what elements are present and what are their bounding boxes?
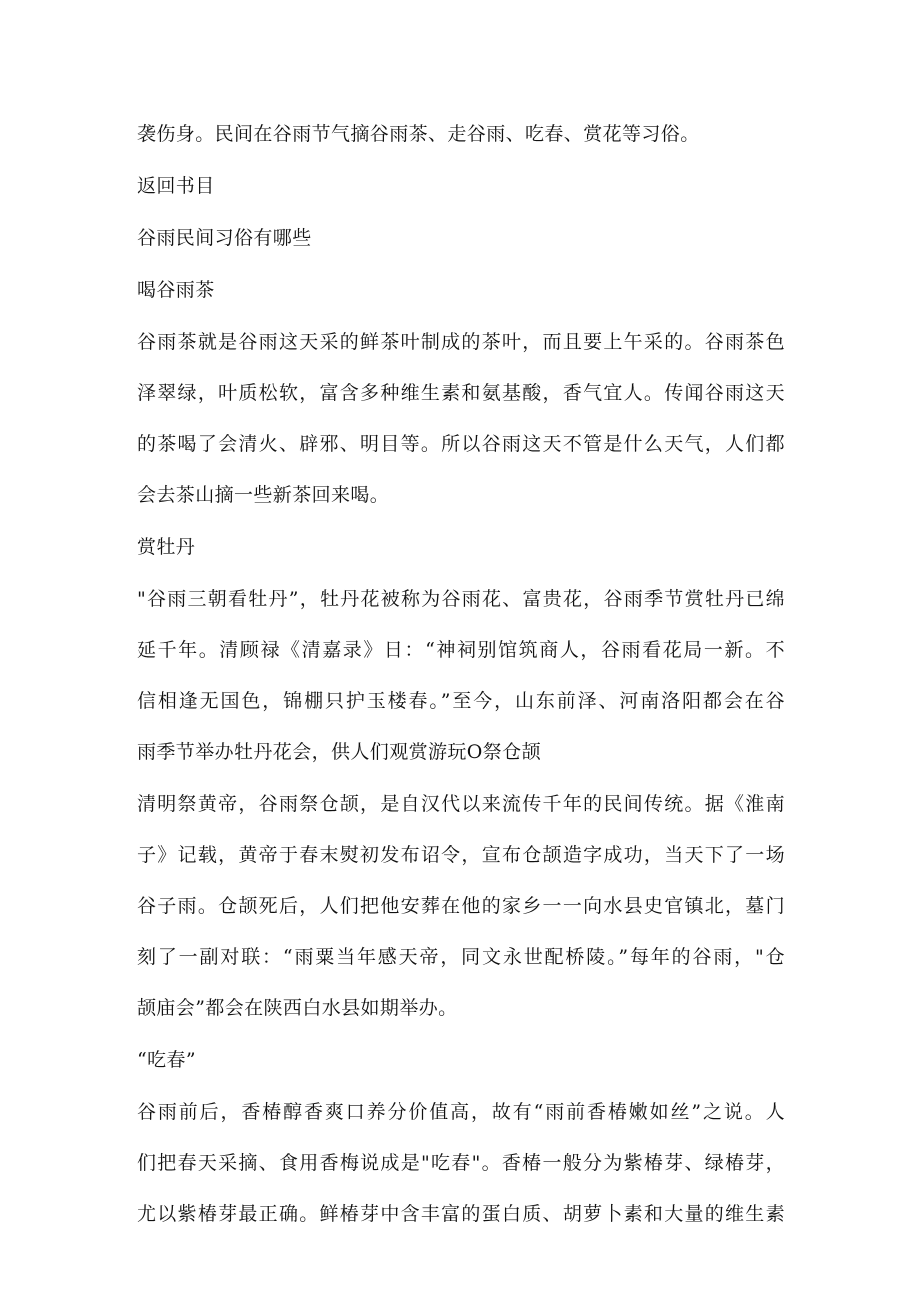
intro-line: 袭伤身。民间在谷雨节气摘谷雨茶、走谷雨、吃春、赏花等习俗。 <box>137 123 700 145</box>
section-heading-eat-spring: “吃春” <box>137 1049 197 1071</box>
back-to-catalog-link[interactable]: 返回书目 <box>137 175 215 197</box>
paragraph-peony <box>137 581 785 771</box>
paragraph-line: 雨季节举办牡丹花会，供人们观赏游玩O祭仓颉 <box>137 741 541 763</box>
paragraph-line: "谷雨三朝看牡丹”，牡丹花被称为谷雨花、富贵花，谷雨季节赏牡丹已绵 <box>137 588 785 610</box>
paragraph-line: 刻了一副对联：“雨粟当年感天帝，同文永世配桥陵。”每年的谷雨，"仓 <box>137 946 785 968</box>
article-title: 谷雨民间习俗有哪些 <box>137 227 312 249</box>
paragraph-line: 会去茶山摘一些新茶回来喝。 <box>137 484 390 506</box>
paragraph-line: 谷雨前后，香椿醇香爽口养分价值高，故有“雨前香椿嫩如丝”之说。人 <box>137 1101 785 1123</box>
paragraph-line: 谷雨茶就是谷雨这天采的鲜茶叶制成的茶叶，而且要上午采的。谷雨茶色 <box>137 331 785 353</box>
paragraph-line: 们把春天采摘、食用香梅说成是"吃春"。香椿一般分为紫椿芽、绿椿芽， <box>137 1152 785 1174</box>
paragraph-line: 泽翠绿，叶质松软，富含多种维生素和氨基酸，香气宜人。传闻谷雨这天 <box>137 382 785 404</box>
paragraph-line: 谷子雨。仓颉死后，人们把他安葬在他的家乡一一向水县史官镇北，墓门 <box>137 895 785 917</box>
paragraph-eat-spring <box>137 1094 785 1233</box>
paragraph-cangjie <box>137 786 785 1027</box>
paragraph-line: 的茶喝了会清火、辟邪、明目等。所以谷雨这天不管是什么天气，人们都 <box>137 433 785 455</box>
section-heading-peony: 赏牡丹 <box>137 536 196 558</box>
paragraph-line: 颉庙会”都会在陕西白水县如期举办。 <box>137 997 458 1019</box>
paragraph-line: 信相逢无国色，锦棚只护玉楼春。”至今，山东前泽、河南洛阳都会在谷 <box>137 690 785 712</box>
paragraph-line: 尤以紫椿芽最正确。鲜椿芽中含丰富的蛋白质、胡萝卜素和大量的维生素 <box>137 1203 785 1225</box>
paragraph-line: 子》记载，黄帝于春末熨初发布诏令，宣布仓颉造字成功，当天下了一场 <box>137 844 785 866</box>
paragraph-line: 清明祭黄帝，谷雨祭仓颉，是自汉代以来流传千年的民间传统。据《淮南 <box>137 793 785 815</box>
section-heading-tea: 喝谷雨茶 <box>137 279 215 301</box>
document-page <box>137 116 785 1233</box>
paragraph-line: 延千年。清顾禄《清嘉录》日：“神祠别馆筑商人，谷雨看花局一新。不 <box>137 639 785 661</box>
paragraph-tea <box>137 324 785 514</box>
